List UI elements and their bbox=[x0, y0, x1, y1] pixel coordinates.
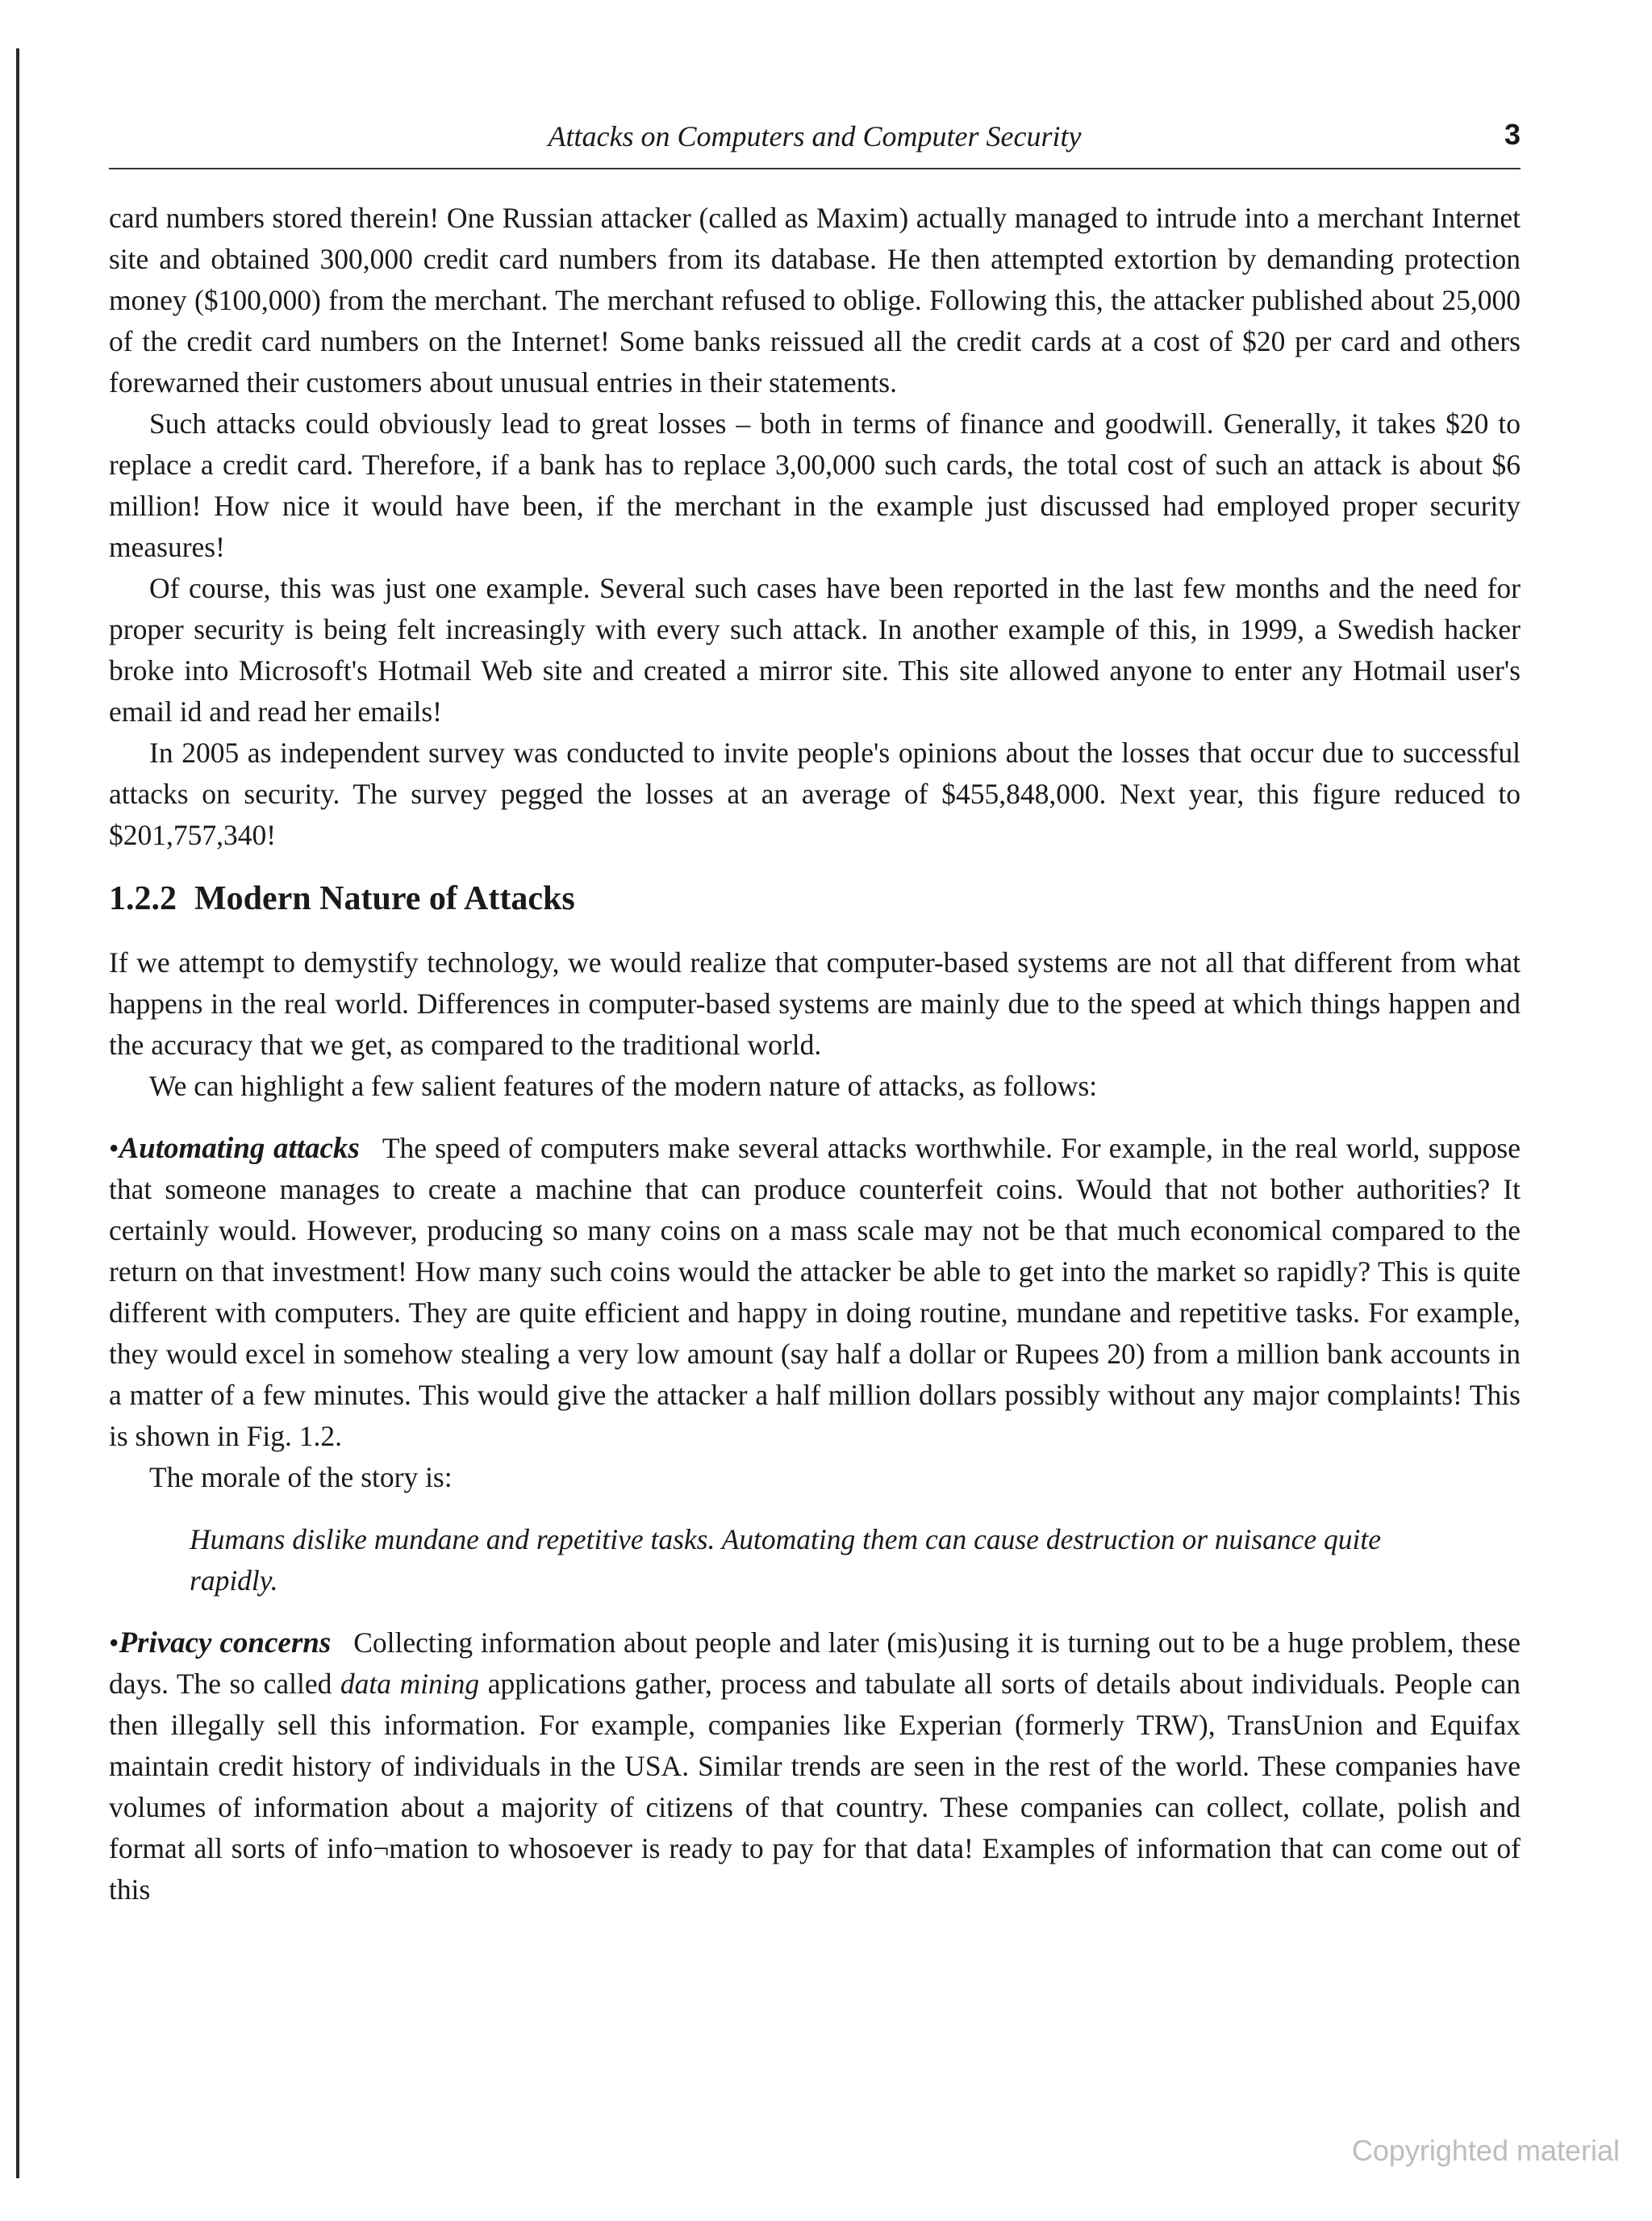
block-quote: Humans dislike mundane and repetitive tasks. Automating them can cause destruction or nuisance quite rapidly. bbox=[190, 1523, 1381, 1597]
bullet-text-end: applications gather, process and tabulate all sorts of details about individuals. People can then illegally sell this information. For example, companies like Experian (formerly TRW), TransUnion and Equifax maintain credit history of individuals in the USA. Similar trends are seen in the rest of the world. These companies have volumes of information about a majority of citizens of that country. These companies can collect, collate, polish and format all sorts of info¬mation to whosoever is ready to pay for that data! Examples of information that can come out of this bbox=[109, 1668, 1521, 1906]
page-number: 3 bbox=[1504, 118, 1521, 151]
paragraph-demystify: If we attempt to demystify technology, we would realize that computer-based systems are not all that different from what happens in the real world. Differences in computer-based systems are mainly due to the speed at which things happen and the accuracy that we get, as compared to the traditional world. bbox=[109, 946, 1521, 1061]
bullet-text-start: Collecting information about people and later (mis)using it is turning out to be a huge problem, these days. The so called bbox=[109, 1626, 1521, 1700]
section-title: Modern Nature of Attacks bbox=[194, 880, 575, 917]
running-title: Attacks on Computers and Computer Security bbox=[548, 120, 1082, 152]
section-number: 1.2.2 bbox=[109, 880, 177, 917]
paragraph-salient-features: We can highlight a few salient features of the modern nature of attacks, as follows: bbox=[149, 1070, 1098, 1102]
section-heading bbox=[109, 879, 1521, 920]
copyright-watermark: Copyrighted material bbox=[1351, 2134, 1620, 2167]
page-binding-edge bbox=[16, 48, 19, 2178]
running-header bbox=[109, 111, 1521, 169]
bullet-term: Automating attacks bbox=[119, 1132, 360, 1165]
paragraph-losses: Such attacks could obviously lead to great losses – both in terms of finance and goodwill. Generally, it takes $20 to replace a credit card. Therefore, if a bank has to replace 3,00,000 such cards, the total cost of such an attack is about $6 million! How nice it would have been, if the merchant in the example just discussed had employed proper security measures! bbox=[109, 407, 1521, 563]
paragraph-survey: In 2005 as independent survey was conducted to invite people's opinions about the losses that occur due to successful attacks on security. The survey pegged the losses at an average of $455,848,000. Next year, this figure reduced to $201,757,340! bbox=[109, 737, 1521, 851]
emphasis-data-mining: data mining bbox=[340, 1668, 480, 1700]
bullet-term: Privacy concerns bbox=[119, 1626, 332, 1659]
paragraph-continued: card numbers stored therein! One Russian attacker (called as Maxim) actually managed to intrude into a merchant Internet site and obtained 300,000 credit card numbers from its database. He then attempted extortion by demanding protection money ($100,000) from the merchant. The merchant refused to oblige. Following this, the attacker published about 25,000 of the credit card numbers on the Internet! Some banks reissued all the credit cards at a cost of $20 per card and others forewarned their customers about unusual entries in their statements. bbox=[109, 202, 1521, 399]
page-body bbox=[109, 198, 1521, 1910]
bullet-marker: • bbox=[109, 1626, 119, 1659]
bullet-text: The speed of computers make several attacks worthwhile. For example, in the real world, suppose that someone manages to create a machine that can produce counterfeit coins. Would that not bother authorities? It certainly would. However, producing so many coins on a mass scale may not be that much economical compared to the return on that investment! How many such coins would the attacker be able to get into the market so rapidly? This is quite different with computers. They are quite efficient and happy in doing routine, mundane and repetitive tasks. For example, they would excel in somehow stealing a very low amount (say half a dollar or Rupees 20) from a million bank accounts in a matter of a few minutes. This would give the attacker a half million dollars possibly without any major complaints! This is shown in Fig. 1.2. bbox=[109, 1132, 1521, 1452]
bullet-marker: • bbox=[109, 1132, 119, 1164]
bullet-automating-attacks bbox=[109, 1128, 1521, 1457]
bullet-privacy-concerns bbox=[109, 1622, 1521, 1910]
paragraph-hotmail: Of course, this was just one example. Several such cases have been reported in the last few months and the need for proper security is being felt increasingly with every such attack. In another example of this, in 1999, a Swedish hacker broke into Microsoft's Hotmail Web site and created a mirror site. This site allowed anyone to enter any Hotmail user's email id and read her emails! bbox=[109, 572, 1521, 728]
paragraph-morale: The morale of the story is: bbox=[149, 1461, 453, 1493]
